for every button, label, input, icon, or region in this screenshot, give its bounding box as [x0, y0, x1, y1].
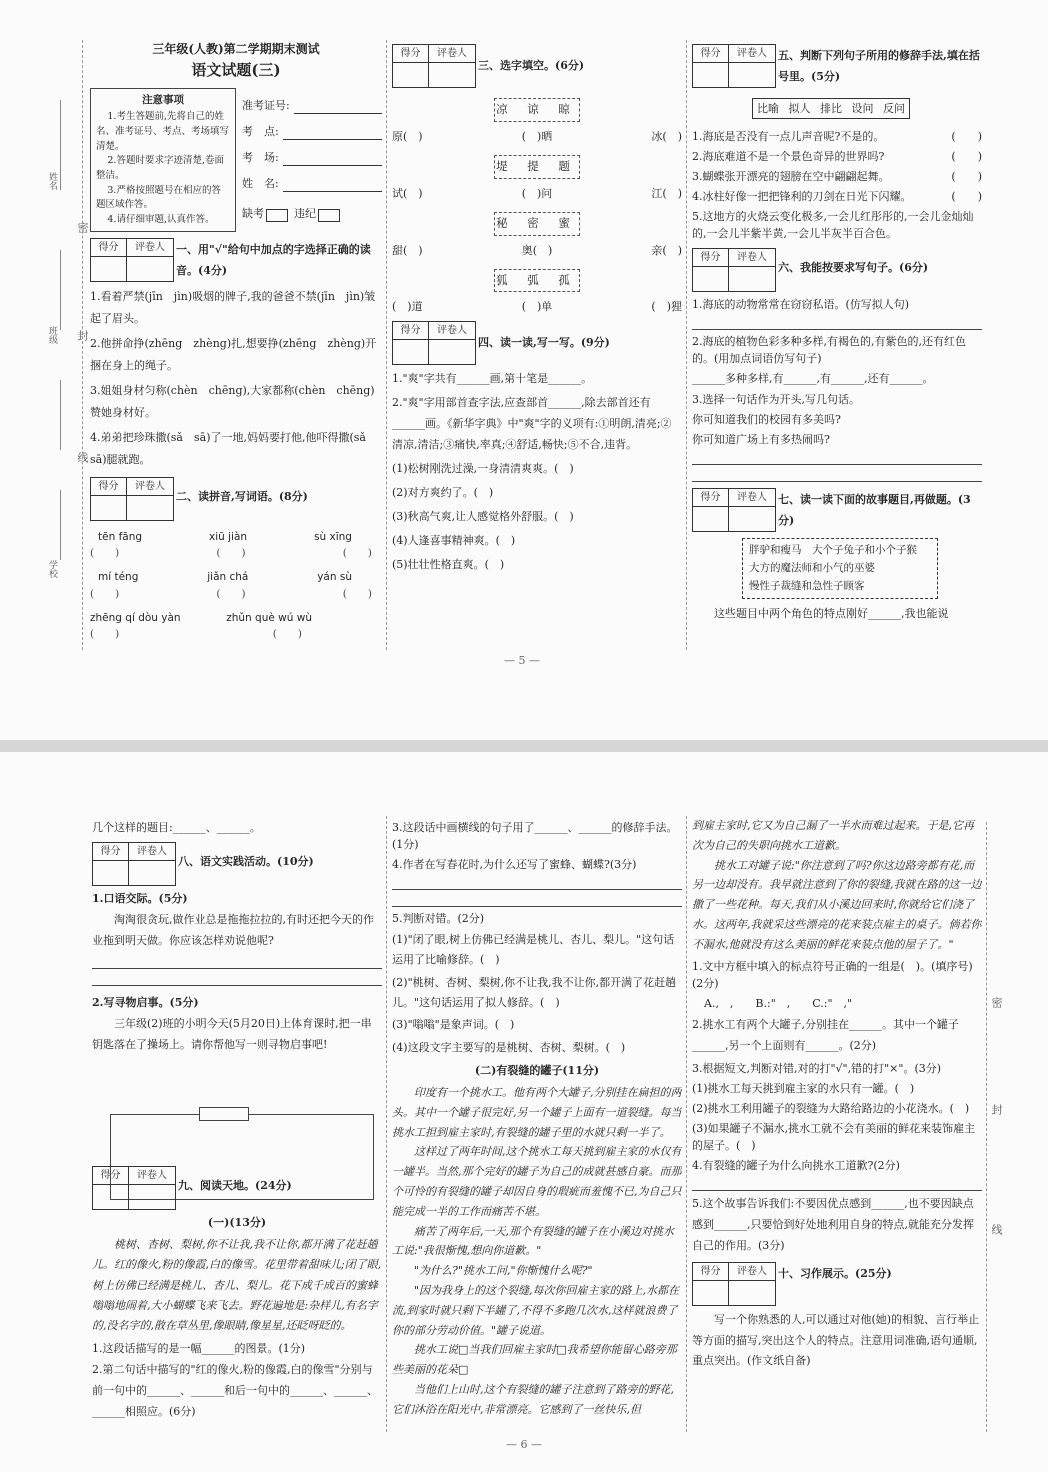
story-title: 胖驴和瘦马 大个子兔子和小个子猴 — [749, 543, 917, 556]
section-5-header — [692, 44, 982, 88]
section-3-header — [392, 44, 682, 88]
score-box — [392, 44, 476, 88]
margin-line — [60, 380, 61, 450]
s4-question-2: 2."爽"字用部首查字法,应查部首______,除去部首还有______画。《新华字典》中"爽"字的义项有:①明朗,清亮;②清凉,清洁;③痛快,率真;④舒适,畅快;⑤不合,违背。 — [392, 396, 672, 452]
answer-paren[interactable]: ( ) — [90, 587, 120, 600]
page6-column-3 — [692, 816, 982, 1436]
judge-item: (4)这段文字主要写的是桃树、杏树、梨树。( ) — [392, 1041, 626, 1055]
judge-item: (3)"嗡嗡"是象声词。( ) — [392, 1018, 515, 1032]
answer-paren[interactable]: ( ) — [90, 628, 120, 641]
margin-name-label: 姓名 — [47, 172, 57, 190]
score-label: 得分 — [693, 249, 729, 267]
answer-paren[interactable]: ( ) — [216, 587, 246, 600]
violation-label: 违纪 — [294, 206, 316, 220]
s4-item: (2)对方爽约了。( ) — [392, 485, 494, 499]
score-box — [92, 1166, 176, 1210]
notice-box — [90, 88, 236, 232]
grader-label: 评卷人 — [429, 45, 475, 63]
margin-seal-mi: 密 — [990, 997, 1003, 1008]
answer-line[interactable] — [692, 451, 982, 465]
reading-2-paragraph: 印度有一个挑水工。他有两个大罐子,分别挂在扁担的两头。其中一个罐子很完好,另一个罐子上面有一道裂缝。每当挑水工担到雇主家时,有裂缝的罐子里的水就只剩一半了。 — [392, 1086, 682, 1139]
reading-1-question-1: 1.这段话描写的是一幅______的图景。(1分) — [92, 1341, 306, 1355]
reading-1-question-3: 3.这段话中画横线的句子用了______、______的修辞手法。(1分) — [392, 821, 678, 852]
grader-cell[interactable] — [729, 267, 775, 291]
answer-paren[interactable]: ( ) — [272, 628, 302, 641]
answer-paren[interactable]: ( ) — [342, 547, 372, 560]
score-cell[interactable] — [693, 507, 729, 531]
pinyin: zhǔn què wú wù — [226, 611, 312, 624]
score-cell[interactable] — [693, 267, 729, 291]
s5-item — [692, 148, 982, 165]
answer-line[interactable] — [692, 468, 982, 482]
margin-seal-feng: 封 — [990, 1104, 1003, 1115]
s6-option-b: 你可知道广场上有多热闹吗? — [692, 432, 830, 446]
section-1-title: 一、用"√"给句中加点的字选择正确的读音。(4分) — [176, 242, 371, 277]
section-8-title: 八、语文实践活动。(10分) — [178, 855, 314, 869]
notice-item: 1.考生答题前,先将自己的姓名、准考证号、考点、考场填写清楚。 — [96, 111, 230, 152]
notice-item: 4.请仔细审题,认真作答。 — [107, 214, 215, 226]
score-cell[interactable] — [91, 496, 127, 520]
grader-cell[interactable] — [127, 257, 173, 281]
fill-blank[interactable]: ( )晒 — [521, 129, 553, 143]
s7-continuation[interactable]: 几个这样的题目:______、______。 — [92, 821, 261, 834]
s6-question-3: 3.选择一句话作为开头,写几句话。 — [692, 392, 860, 406]
s5-item-text: 3.蝴蝶张开漂亮的翅膀在空中翩翩起舞。 — [692, 170, 890, 184]
score-label: 得分 — [93, 843, 129, 861]
grader-label: 评卷人 — [729, 45, 775, 63]
notice-area — [90, 88, 382, 232]
pinyin: sù xīng — [314, 530, 352, 543]
pinyin-row-2 — [90, 569, 382, 585]
exam-site-field[interactable] — [283, 126, 382, 140]
grader-label: 评卷人 — [129, 843, 175, 861]
column-divider — [386, 40, 387, 650]
s1-question-2: 2.他拼命挣(zhēng zhèng)扎,想要挣(zhēng zhèng)开捆在身上的绳子。 — [90, 336, 377, 372]
answer-paren[interactable]: ( ) — [90, 547, 120, 560]
score-cell[interactable] — [93, 861, 129, 885]
section-2-header — [90, 477, 382, 521]
grader-label: 评卷人 — [127, 239, 173, 257]
s6-question-1: 1.海底的动物常常在窃窃私语。(仿写拟人句) — [692, 298, 910, 312]
reading-1-header: (一)(13分) — [207, 1216, 267, 1229]
score-box — [92, 842, 176, 886]
absent-checkbox[interactable] — [266, 209, 288, 222]
answer-paren[interactable]: ( ) — [342, 587, 372, 600]
reading-1-question-4: 4.作者在写春花时,为什么还写了蜜蜂、蝴蝶?(3分) — [392, 858, 637, 872]
answer-paren[interactable]: ( ) — [951, 150, 982, 164]
s6-question-2-fill[interactable]: ______多种多样,有______,有______,还有______。 — [692, 372, 934, 386]
grader-cell[interactable] — [729, 1281, 775, 1305]
s7-prompt: 这些题目中两个角色的特点刚好______,我也能说 — [714, 606, 949, 620]
score-box — [90, 238, 174, 282]
fill-row — [392, 298, 682, 315]
grader-cell[interactable] — [429, 340, 475, 364]
score-label: 得分 — [93, 1167, 129, 1185]
fill-row — [392, 185, 682, 202]
score-label: 得分 — [393, 45, 429, 63]
reading-2-question-1-options: A., , B.:" , C.:" ," — [704, 996, 853, 1010]
pinyin: tēn fāng — [98, 530, 143, 543]
answer-line[interactable] — [92, 955, 382, 969]
binding-dashed-line — [82, 40, 83, 650]
student-name-label: 姓 名: — [242, 176, 279, 190]
fill-blank[interactable]: 甜( ) — [392, 243, 423, 257]
answer-line[interactable] — [392, 893, 682, 907]
exam-id-label: 准考证号: — [242, 98, 290, 112]
section-5-title: 五、判断下列句子所用的修辞手法,填在括号里。(5分) — [778, 49, 980, 83]
exam-id-field[interactable] — [294, 100, 382, 114]
s5-item — [692, 168, 982, 185]
story-title: 慢性子裁缝和急性子顾客 — [749, 580, 865, 593]
section-2-title: 二、读拼音,写词语。(8分) — [176, 489, 308, 503]
violation-checkbox[interactable] — [318, 209, 340, 222]
s5-item-text: 1.海底是否没有一点儿声音呢?不是的。 — [692, 130, 885, 144]
score-box — [692, 44, 776, 88]
score-label: 得分 — [91, 478, 127, 496]
reading-1-question-5: 5.判断对错。(2分) — [392, 912, 485, 926]
section-6-header — [692, 248, 982, 292]
reading-2-paragraph: 到雇主家时,它又为自己漏了一半水而难过起来。于是,它再次为自己的失职向挑水工道歉。 — [692, 819, 974, 852]
reading-2-question-2: 2.挑水工有两个大罐子,分别挂在______。其中一个罐子______,另一个上面则有______。(2分) — [692, 1017, 959, 1052]
page5-column-3 — [692, 44, 982, 684]
pinyin: jiǎn chá — [207, 571, 249, 584]
s4-item: (5)壮壮性格直爽。( ) — [392, 557, 505, 571]
score-cell[interactable] — [91, 257, 127, 281]
grader-label: 评卷人 — [729, 489, 775, 507]
s5-item — [692, 128, 982, 145]
story-title: 大方的魔法师和小气的巫婆 — [749, 562, 875, 575]
grader-cell[interactable] — [129, 1185, 175, 1209]
s4-item: (1)松树刚洗过澡,一身清清爽爽。( ) — [392, 462, 574, 475]
answer-paren[interactable]: ( ) — [951, 130, 982, 144]
fill-blank[interactable]: 冰( ) — [651, 129, 682, 143]
s5-item-text: 2.海底难道不是一个景色奇异的世界吗? — [692, 150, 885, 164]
s4-question-1: 1."爽"字共有______画,第十笔是______。 — [392, 372, 593, 386]
answer-row-1[interactable] — [90, 545, 382, 561]
s8-question-2: 2.写寻物启事。(5分) — [92, 995, 199, 1009]
fill-blank[interactable]: ( )单 — [521, 300, 553, 314]
score-label: 得分 — [393, 322, 429, 340]
score-box — [692, 248, 776, 292]
page6-column-1-lower — [92, 1160, 382, 1442]
answer-row-3[interactable] — [90, 626, 382, 642]
grader-cell[interactable] — [129, 861, 175, 885]
reading-2-question-1: 1.文中方框中填入的标点符号正确的一组是( )。(填序号)(2分) — [692, 959, 973, 990]
margin-class-label: 班级 — [47, 326, 57, 344]
section-4-header — [392, 321, 682, 365]
fill-blank[interactable]: 奥( ) — [521, 243, 553, 257]
grader-label: 评卷人 — [127, 478, 173, 496]
reading-2-paragraph: 痛苦了两年后,一天,那个有裂缝的罐子在小溪边对挑水工说:"我很惭愧,想向你道歉。" — [392, 1224, 674, 1258]
student-name-field[interactable] — [283, 178, 382, 192]
pinyin-row-3 — [90, 610, 382, 626]
margin-seal-mi: 密 — [76, 222, 89, 233]
reading-1-passage: 桃树、杏树、梨树,你不让我,我不让你,都开满了花赶趟儿。红的像火,粉的像霞,白的像雪。花里带着甜味儿;闭了眼,树上仿佛已经满是桃儿、杏儿、梨儿。花下成千成百的蜜蜂嗡嗡地闹着,大小蝴蝶飞来飞去。野花遍地是:杂样儿,有名字的,没名字的,散在草丛里,像眼睛,像星星,还眨呀眨的。 — [92, 1238, 382, 1333]
s4-item: (4)人逢喜事精神爽。( ) — [392, 533, 516, 547]
s1-question-4: 4.弟弟把珍珠撒(sǎ sā)了一地,妈妈要打他,他吓得撒(sǎ sā)腿就跑。 — [90, 430, 377, 466]
score-cell[interactable] — [393, 63, 429, 87]
reading-2-header: (二)有裂缝的罐子(11分) — [474, 1063, 600, 1077]
answer-paren[interactable]: ( ) — [216, 547, 246, 560]
answer-line[interactable] — [92, 972, 382, 986]
s5-item-text: 4.冰柱好像一把把锋利的刀剑在日光下闪耀。 — [692, 190, 912, 204]
reading-1-question-2: 2.第二句话中描写的"红的像火,粉的像霞,白的像雪"分别与前一句中的______、______和后一句中的______、______、______相照应。(6分) — [92, 1362, 378, 1418]
score-label: 得分 — [693, 489, 729, 507]
story-title-box — [742, 538, 938, 599]
grader-label: 评卷人 — [729, 249, 775, 267]
score-label: 得分 — [693, 45, 729, 63]
s6-option-a: 你可知道我们的校园有多美吗? — [692, 412, 841, 426]
reading-2-question-4: 4.有裂缝的罐子为什么向挑水工道歉?(2分) — [692, 1158, 900, 1172]
char-choice-box: 凉 谅 晾 — [494, 98, 580, 122]
section-10-title: 十、习作展示。(25分) — [778, 1267, 892, 1281]
pinyin: yán sù — [317, 571, 352, 584]
pinyin: zhēng qí dòu yàn — [90, 611, 181, 624]
fill-blank[interactable]: 江( ) — [651, 186, 682, 200]
fill-row — [392, 242, 682, 259]
section-7-title: 七、读一读下面的故事题目,再做题。(3分) — [778, 492, 971, 527]
score-cell[interactable] — [693, 63, 729, 87]
exam-page-6 — [0, 752, 1048, 1472]
section-8-header — [92, 842, 382, 886]
score-cell[interactable] — [693, 1281, 729, 1305]
section-3-title: 三、选字填空。(6分) — [478, 59, 585, 72]
answer-paren[interactable]: ( ) — [951, 190, 982, 204]
page6-column-2 — [392, 816, 682, 1436]
grader-label: 评卷人 — [429, 322, 475, 340]
absent-label: 缺考 — [242, 206, 264, 220]
exam-grade-title: 三年级(人教)第二学期期末测试 — [152, 42, 320, 56]
candidate-fields — [242, 88, 382, 232]
section-10-header — [692, 1262, 982, 1306]
margin-school-label: 学校 — [47, 560, 57, 578]
judge-item: (1)挑水工每天挑到雇主家的水只有一罐。( ) — [692, 1081, 915, 1095]
s1-question-3: 3.姐姐身材匀称(chèn chēng),大家都称(chèn chēng)赞她身材好。 — [90, 383, 375, 419]
section-1-header — [90, 238, 382, 282]
s8-question-1-text: 淘淘很贪玩,做作业总是拖拖拉拉的,有时还把今天的作业拖到明天做。你应该怎样劝说他呢? — [92, 913, 374, 947]
grader-label: 评卷人 — [129, 1167, 175, 1185]
notice-item: 3.严格按照题号在相应的答题区域作答。 — [96, 184, 221, 211]
fill-blank[interactable]: 原( ) — [392, 129, 423, 143]
s6-question-2: 2.海底的植物色彩多种多样,有褐色的,有紫色的,还有红色的。(用加点词语仿写句子) — [692, 335, 966, 366]
margin-line — [60, 100, 61, 190]
s1-question-1: 1.看着严禁(jīn jìn)吸烟的牌子,我的爸爸不禁(jīn jìn)皱起了眉头。 — [90, 289, 376, 325]
fill-row — [392, 128, 682, 145]
notice-item: 2.答题时要求字迹清楚,卷面整洁。 — [96, 155, 224, 181]
section-9-header — [92, 1166, 382, 1210]
pinyin-row-1 — [90, 529, 382, 545]
page5-column-1 — [90, 0, 382, 690]
grader-cell[interactable] — [127, 496, 173, 520]
exam-subject-title: 语文试题(三) — [191, 60, 281, 79]
fill-blank[interactable]: 试( ) — [392, 186, 423, 200]
column-divider — [386, 816, 387, 1432]
section-4-title: 四、读一读,写一写。(9分) — [478, 336, 610, 350]
answer-line[interactable] — [392, 876, 682, 890]
answer-line[interactable] — [692, 1177, 982, 1191]
fill-blank[interactable]: ( )狸 — [651, 300, 682, 314]
judge-item: (2)"桃树、杏树、梨树,你不让我,我不让你,都开满了花赶趟儿。"这句话运用了拟人修辞。( ) — [392, 975, 677, 1009]
margin-seal-feng: 封 — [76, 330, 89, 341]
grader-cell[interactable] — [729, 507, 775, 531]
judge-item: (2)挑水工利用罐子的裂缝为大路给路边的小花浇水。( ) — [692, 1101, 970, 1115]
fill-blank[interactable]: 亲( ) — [651, 243, 682, 257]
section-7-header — [692, 488, 982, 532]
exam-site-label: 考 点: — [242, 124, 279, 138]
score-box — [692, 1262, 776, 1306]
score-box — [392, 321, 476, 365]
page-number: — 5 — — [504, 654, 540, 667]
s5-item-text: 5.这地方的火烧云变化极多,一会儿红彤彤的,一会儿金灿灿的,一会儿半紫半黄,一会儿半灰半百合色。 — [692, 210, 974, 241]
margin-line — [60, 250, 61, 330]
s8-question-1: 1.口语交际。(5分) — [92, 892, 188, 906]
margin-line — [60, 490, 61, 560]
answer-paren[interactable]: ( ) — [951, 170, 982, 184]
composition-prompt: 写一个你熟悉的人,可以通过对他(她)的相貌、言行举止等方面的描写,突出这个人的特点。注意用词准确,语句通顺,重点突出。(作文纸自备) — [692, 1313, 980, 1368]
fill-blank[interactable]: ( )问 — [521, 186, 553, 200]
s8-question-2-text: 三年级(2)班的小明今天(5月20日)上体育课时,把一串钥匙落在了操场上。请你帮他写一则寻物启事吧! — [92, 1016, 372, 1051]
judge-item: (3)如果罐子不漏水,挑水工就不会有美丽的鲜花来装饰雇主的屋子。( ) — [692, 1121, 976, 1152]
score-label: 得分 — [91, 239, 127, 257]
column-divider — [686, 816, 687, 1432]
pinyin: mí téng — [98, 571, 139, 584]
page-gap — [0, 740, 1048, 752]
reading-2-paragraph: "为什么?"挑水工问,"你惭愧什么呢?" — [414, 1264, 593, 1278]
score-box — [90, 477, 174, 521]
reading-2-question-3: 3.根据短文,判断对错,对的打"√",错的打"×"。(3分) — [692, 1061, 942, 1075]
page5-column-2 — [392, 44, 682, 684]
reading-2-paragraph: "因为我身上的这个裂缝,每次你回雇主家的路上,水都在流,到家时就只剩下半罐了,不得不多跑几次水,这样就浪费了你的部分劳动价值。"罐子说道。 — [392, 1283, 680, 1337]
grader-cell[interactable] — [429, 63, 475, 87]
section-6-title: 六、我能按要求写句子。(6分) — [778, 261, 929, 275]
reading-2-paragraph: 这样过了两年时间,这个挑水工每天挑到雇主家的水仅有一罐半。当然,那个完好的罐子为自己的成就甚感自豪。而那个可怜的有裂缝的罐子却因自身的瑕疵而羞愧不已,为自己只能完成一半的工作而痛苦不堪。 — [392, 1145, 682, 1218]
char-choice-box: 堤 提 题 — [494, 155, 580, 179]
reading-2-question-5: 5.这个故事告诉我们:不要因优点感到______,也不要因缺点感到______,只要恰到好处地利用自身的特点,就能充分发挥自己的作用。(3分) — [692, 1196, 974, 1252]
fill-blank[interactable]: ( )道 — [392, 300, 423, 314]
notice-title: 注意事项 — [142, 93, 184, 106]
section-9-title: 九、阅读天地。(24分) — [178, 1179, 292, 1192]
grader-cell[interactable] — [729, 63, 775, 87]
judge-item: (1)"闭了眼,树上仿佛已经满是桃儿、杏儿、梨儿。"这句话运用了比喻修辞。( ) — [392, 933, 675, 966]
rhetoric-word-bank: 比喻 拟人 排比 设问 反问 — [752, 98, 910, 119]
column-divider — [686, 40, 687, 650]
reading-2-paragraph: 挑水工对罐子说:"你注意到了吗?你这边路旁都有花,而另一边却没有。我早就注意到了你的裂缝,我就在路的这一边撒了一些花种。每天,我们从小溪边回来时,你就给它们浇了水。这两年,我就采这些漂亮的花来装点雇主的桌子。倘若你不漏水,他就没有这么美丽的鲜花来装点他的屋子了。" — [692, 858, 982, 951]
char-choice-box: 狐 弧 孤 — [494, 269, 580, 293]
writing-box-tab — [199, 1107, 249, 1121]
page-number: — 6 — — [506, 1438, 542, 1451]
score-box — [692, 488, 776, 532]
score-label: 得分 — [693, 1263, 729, 1281]
reading-2-paragraph: 当他们上山时,这个有裂缝的罐子注意到了路旁的野花,它们沐浴在阳光中,非常漂亮。它感到了一丝快乐,但 — [392, 1382, 674, 1416]
s4-item: (3)秋高气爽,让人感觉格外舒服。( ) — [392, 509, 574, 523]
pinyin: xiū jiàn — [209, 530, 248, 543]
score-cell[interactable] — [93, 1185, 129, 1209]
margin-seal-xian: 线 — [990, 1224, 1003, 1235]
binding-dashed-line — [986, 822, 987, 1432]
answer-row-2[interactable] — [90, 586, 382, 602]
answer-line[interactable] — [692, 316, 982, 330]
reading-2-paragraph: 挑水工说□当我们回雇主家时□我希望你能留心路旁那些美丽的花朵□ — [392, 1343, 677, 1377]
exam-room-field[interactable] — [283, 152, 382, 166]
exam-room-label: 考 场: — [242, 150, 279, 164]
s5-item — [692, 208, 982, 242]
grader-label: 评卷人 — [729, 1263, 775, 1281]
s5-item — [692, 188, 982, 205]
char-choice-box: 秘 密 蜜 — [494, 212, 580, 236]
score-cell[interactable] — [393, 340, 429, 364]
margin-seal-xian: 线 — [76, 452, 89, 463]
